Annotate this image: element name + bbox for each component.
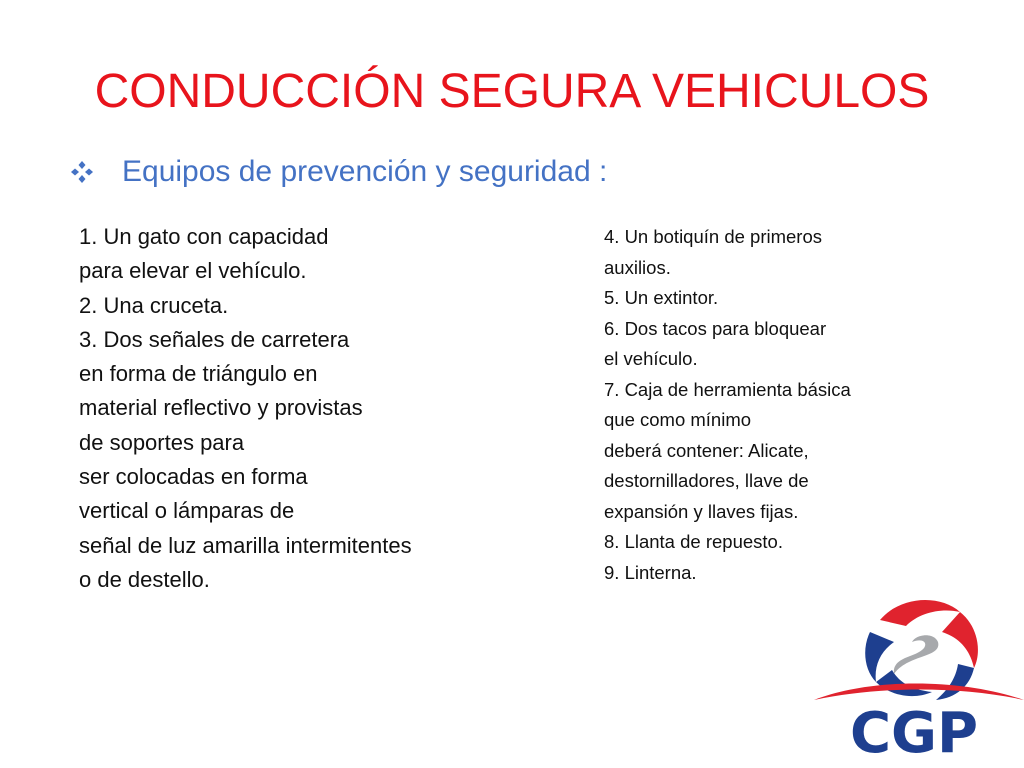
- text-line: en forma de triángulo en: [79, 361, 318, 387]
- text-line: deberá contener: Alicate,: [604, 439, 809, 461]
- text-line: 8. Llanta de repuesto.: [604, 531, 783, 552]
- text-line: destornilladores, llave de: [604, 470, 809, 491]
- right-text-column: [604, 222, 934, 588]
- text-line: expansión y llaves fijas.: [604, 500, 799, 522]
- text-line: auxilios.: [604, 256, 671, 278]
- text-line: 1. Un gato con capacidad: [79, 224, 329, 249]
- text-line: ser colocadas en forma: [79, 464, 308, 490]
- slide-subtitle: Equipos de prevención y seguridad :: [122, 155, 608, 188]
- text-line: 4. Un botiquín de primeros: [604, 226, 823, 247]
- text-line: 9. Linterna.: [604, 561, 697, 583]
- subtitle-row: [70, 150, 607, 194]
- text-line: 7. Caja de herramienta básica: [604, 378, 851, 400]
- logo-text: CGP: [849, 701, 979, 766]
- text-line: señal de luz amarilla intermitentes: [79, 532, 412, 558]
- text-line: que como mínimo: [604, 409, 752, 430]
- text-line: 6. Dos tacos para bloquear: [604, 317, 827, 339]
- text-line: 5. Un extintor.: [604, 287, 719, 308]
- text-line: material reflectivo y provistas: [79, 395, 363, 421]
- text-line: 3. Dos señales de carretera: [79, 326, 350, 352]
- cgp-road-logo-icon: [814, 600, 1024, 700]
- text-line: vertical o lámparas de: [79, 498, 295, 524]
- text-line: de soportes para: [79, 429, 245, 455]
- slide-title: CONDUCCIÓN SEGURA VEHICULOS: [94, 65, 930, 118]
- left-text-column: [79, 220, 519, 597]
- text-line: el vehículo.: [604, 348, 698, 369]
- cgp-logo: [810, 582, 1024, 768]
- text-line: o de destello.: [79, 566, 210, 592]
- diamond-bullet-icon: [70, 160, 94, 184]
- text-line: 2. Una cruceta.: [79, 292, 229, 318]
- text-line: para elevar el vehículo.: [79, 258, 307, 284]
